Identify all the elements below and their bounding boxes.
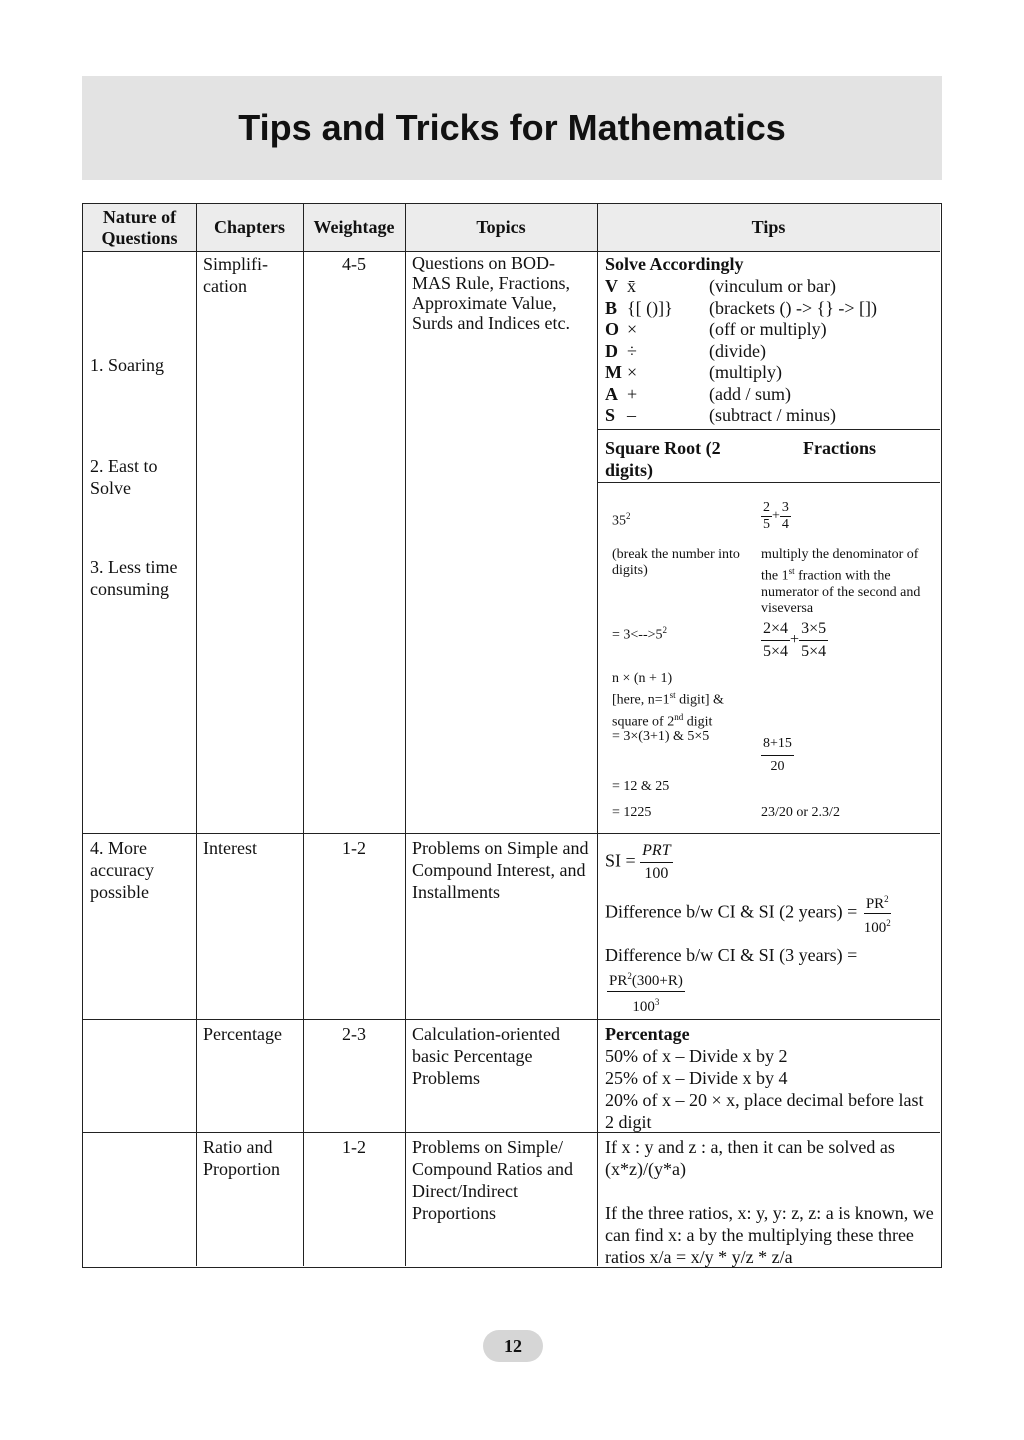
bodmas-symbol: × — [627, 362, 638, 382]
tips-table — [82, 203, 942, 1268]
percentage-tip-title: Percentage — [605, 1024, 690, 1044]
bodmas-symbol: + — [627, 383, 638, 404]
bodmas-description: (vinculum or bar) — [709, 276, 836, 296]
header-tips: Tips — [751, 217, 786, 237]
tips-divider — [597, 429, 940, 430]
bodmas-letter: M — [605, 362, 622, 382]
ci-si-2-years: Difference b/w CI & SI (2 years) = $\frac{PR^2}{100^2}$ — [605, 890, 893, 937]
sq-step-6: = 12 & 25 — [612, 779, 670, 794]
topics-interest: Problems on Simple and Compound Interest, and Installments — [412, 838, 589, 902]
col-divider — [303, 204, 304, 1266]
ci-si-3-years-label: Difference b/w CI & SI (3 years) = — [605, 945, 858, 965]
sq-step-1: $35^2$ — [612, 511, 631, 529]
bodmas-letter: V — [605, 276, 618, 296]
col-divider — [405, 204, 406, 1266]
sq-step-3: = $3<-->5^2$ — [612, 625, 668, 643]
weightage-percentage: 2-3 — [342, 1024, 366, 1044]
bodmas-letter: O — [605, 319, 620, 339]
bodmas-symbol: x̄ — [627, 276, 636, 296]
percentage-tip-3: 20% of x – 20 × x, place decimal before last 2 digit — [605, 1090, 924, 1132]
nature-item: 2. East to Solve — [90, 456, 158, 498]
fr-step-5: 23/20 or 2.3/2 — [761, 805, 840, 820]
bodmas-description: (add / sum) — [709, 383, 791, 404]
fr-step-1: $\frac{2}{5}$ + $\frac{3}{4}$ — [763, 500, 789, 532]
fr-step-3: $\frac{2\times 4}{5\times 4}$ + $\frac{3\times 5}{5\times 4}$ — [763, 620, 827, 660]
header-weightage: Weightage — [313, 217, 395, 237]
bodmas-description: (multiply) — [709, 362, 782, 382]
row-divider — [83, 833, 940, 834]
weightage-ratio: 1-2 — [342, 1137, 366, 1157]
tips-divider — [597, 482, 940, 483]
bodmas-symbol: ÷ — [627, 340, 637, 361]
fr-step-4: $\frac{8+15}{20}$ — [761, 733, 794, 778]
topics-simplification: Questions on BOD- MAS Rule, Fractions, Approximate Value, Surds and Indices etc. — [412, 253, 571, 333]
nature-item: 4. More accuracy possible — [90, 838, 154, 902]
bodmas-symbol: × — [627, 319, 638, 339]
ratio-tip-1: If x : y and z : a, then it can be solved as (x*z)/(y*a) — [605, 1137, 895, 1179]
nature-item: 1. Soaring — [90, 355, 164, 375]
page-title: Tips and Tricks for Mathematics — [238, 107, 786, 148]
bodmas-description: (off or multiply) — [709, 319, 827, 339]
topics-ratio: Problems on Simple/ Compound Ratios and Direct/Indirect Proportions — [412, 1137, 573, 1223]
row-divider — [83, 1019, 940, 1020]
bodmas-letter: A — [605, 383, 618, 404]
sq-step-7: = 1225 — [612, 805, 652, 820]
bodmas-letter: B — [605, 297, 618, 318]
weightage-simplification: 4-5 — [342, 254, 366, 274]
chapter-percentage: Percentage — [203, 1024, 282, 1044]
bodmas-symbol: – — [627, 405, 636, 425]
bodmas-description: (subtract / minus) — [709, 405, 836, 425]
sq-step-5: = 3×(3+1) & 5×5 — [612, 729, 710, 744]
ci-si-3-years-formula: $\frac{PR^2(300+R)}{100^3}$ — [607, 966, 685, 1017]
chapter-interest: Interest — [203, 838, 257, 858]
fr-step-2: multiply the denominator of the 1st fraction with the numerator of the second and viseversa — [761, 547, 921, 616]
bodmas-symbol: {[ ()]} — [627, 297, 673, 318]
bodmas-letter: D — [605, 340, 618, 361]
ratio-tip-2: If the three ratios, x: y, y: z, z: a is known, we can find x: a by the multiplying these three ratios x/a = x/y * y/z * z/a — [605, 1203, 934, 1267]
chapter-simplification: Simplifi- cation — [203, 254, 269, 296]
weightage-interest: 1-2 — [342, 838, 366, 858]
bodmas-description: (brackets () -> {} -> []) — [709, 297, 878, 318]
solve-accordingly-title: Solve Accordingly — [605, 254, 744, 274]
col-divider — [597, 204, 598, 1266]
fractions-title: Fractions — [803, 438, 876, 458]
page-number: 12 — [483, 1330, 543, 1362]
header-nature: Nature of Questions — [101, 206, 178, 248]
topics-percentage: Calculation-oriented basic Percentage Problems — [412, 1024, 560, 1088]
si-formula: SI = $\frac{\text{PRT}}{100}$ — [605, 842, 671, 882]
header-chapters: Chapters — [214, 217, 285, 237]
sq-step-2: (break the number into digits) — [612, 547, 740, 578]
square-root-title: Square Root (2 digits) — [605, 438, 721, 480]
bodmas-description: (divide) — [709, 340, 766, 361]
bodmas-letter: S — [605, 405, 616, 425]
percentage-tip-2: 25% of x – Divide x by 4 — [605, 1068, 788, 1088]
header-topics: Topics — [476, 217, 526, 237]
sq-step-4: n × (n + 1) [here, n=1st digit] & square of 2nd digit — [612, 671, 724, 730]
nature-item: 3. Less time consuming — [90, 557, 178, 599]
col-divider — [196, 204, 197, 1266]
percentage-tip-1: 50% of x – Divide x by 2 — [605, 1046, 788, 1066]
title-banner — [82, 76, 942, 180]
chapter-ratio: Ratio and Proportion — [203, 1137, 281, 1179]
